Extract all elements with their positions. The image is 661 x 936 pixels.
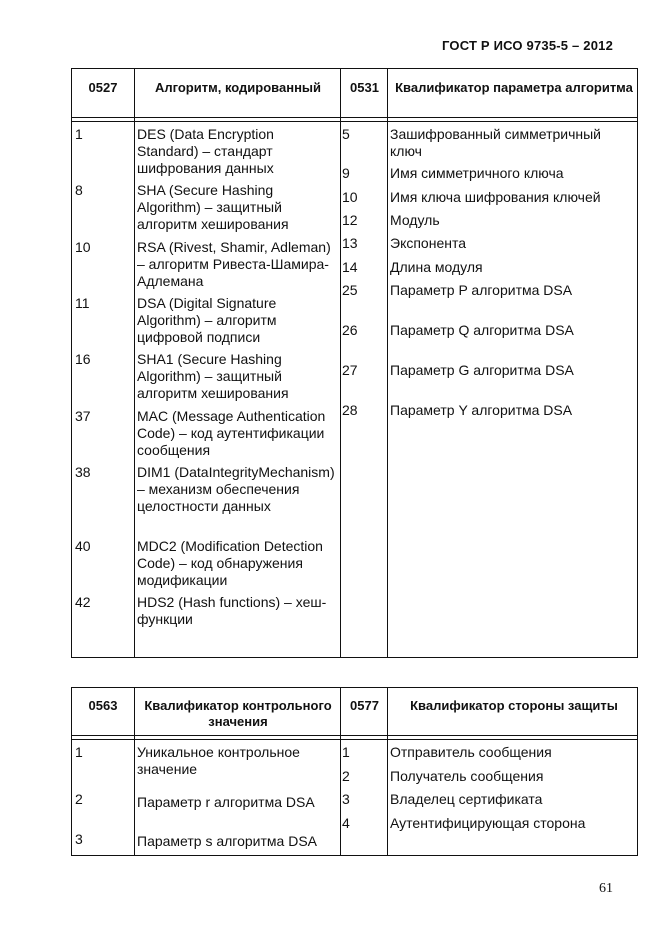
control-value-code: 3 — [75, 831, 83, 847]
parameter-code: 14 — [342, 259, 358, 275]
parameter-code: 28 — [342, 402, 358, 418]
parameter-code: 25 — [342, 282, 358, 298]
algorithm-code: 16 — [75, 351, 91, 367]
algorithm-code: 37 — [75, 408, 91, 424]
security-party-code: 4 — [342, 815, 350, 831]
col-header-0577: 0577 — [350, 698, 379, 713]
page-number: 61 — [599, 881, 613, 896]
security-party-code: 3 — [342, 791, 350, 807]
security-party-name: Отправитель сообщения — [390, 744, 552, 760]
parameter-code: 26 — [342, 322, 358, 338]
col-header-control-value: Квалификатор контрольного значения — [144, 698, 332, 729]
security-party-name: Владелец сертификата — [390, 791, 543, 807]
algorithm-name: DES (Data Encryption Standard) – стандарт шифрования данных — [137, 126, 274, 176]
security-party-code: 1 — [342, 744, 350, 760]
parameter-code: 5 — [342, 126, 350, 142]
control-value-table — [71, 687, 638, 856]
parameter-code: 13 — [342, 235, 358, 251]
security-party-name: Аутентифицирующая сторона — [390, 815, 586, 831]
col-header-security-party: Квалификатор стороны защиты — [410, 698, 618, 713]
control-value-name: Уникальное контрольное значение — [137, 744, 300, 777]
algorithm-name: SHA1 (Secure Hashing Algorithm) – защитный алгоритм хеширования — [137, 351, 289, 401]
security-party-name: Получатель сообщения — [390, 768, 544, 784]
parameter-name: Параметр G алгоритма DSA — [390, 362, 574, 378]
parameter-name: Длина модуля — [390, 259, 483, 275]
col-header-parameter-qualifier: Квалификатор параметра алгоритма — [395, 80, 633, 95]
parameter-name: Экспонента — [390, 235, 467, 251]
algorithm-code: 11 — [75, 295, 90, 311]
algorithm-name: HDS2 (Hash functions) – хеш-функции — [137, 594, 327, 627]
algorithm-name: MAC (Message Authentication Code) – код аутентификации сообщения — [137, 408, 326, 458]
col-header-0527: 0527 — [88, 80, 118, 95]
parameter-name: Имя симметричного ключа — [390, 165, 564, 181]
algorithm-code: 10 — [75, 239, 91, 255]
parameter-code: 27 — [342, 362, 358, 378]
algorithm-code: 1 — [75, 126, 83, 142]
document-standard-header: ГОСТ Р ИСО 9735-5 – 2012 — [442, 38, 613, 53]
control-value-name: Параметр r алгоритма DSA — [137, 794, 315, 810]
algorithm-name: SHA (Secure Hashing Algorithm) – защитный алгоритм хеширования — [137, 182, 289, 232]
parameter-name: Имя ключа шифрования ключей — [390, 189, 601, 205]
algorithm-code-table — [71, 68, 638, 658]
col-header-0531: 0531 — [350, 80, 379, 95]
algorithm-name: DIM1 (DataIntegrityMechanism) – механизм обеспечения целостности данных — [137, 464, 335, 514]
control-value-code: 1 — [75, 744, 83, 760]
security-party-code: 2 — [342, 768, 350, 784]
parameter-code: 12 — [342, 212, 358, 228]
algorithm-code: 42 — [75, 594, 91, 610]
algorithm-code: 8 — [75, 182, 83, 198]
parameter-name: Параметр P алгоритма DSA — [390, 282, 573, 298]
parameter-name: Зашифрованный симметричный ключ — [390, 126, 602, 159]
control-value-code: 2 — [75, 791, 83, 807]
parameter-name: Параметр Q алгоритма DSA — [390, 322, 574, 338]
parameter-name: Параметр Y алгоритма DSA — [390, 402, 573, 418]
parameter-code: 10 — [342, 189, 358, 205]
col-header-algorithm: Алгоритм, кодированный — [154, 80, 322, 95]
parameter-name: Модуль — [390, 212, 440, 228]
algorithm-name: MDC2 (Modification Detection Code) – код обнаружения модификации — [137, 538, 323, 588]
algorithm-name: DSA (Digital Signature Algorithm) – алгоритм цифровой подписи — [137, 295, 277, 345]
parameter-code: 9 — [342, 165, 350, 181]
control-value-name: Параметр s алгоритма DSA — [137, 833, 317, 849]
algorithm-name: RSA (Rivest, Shamir, Adleman) – алгоритм Ривеста-Шамира-Адлемана — [137, 239, 331, 289]
col-header-0563: 0563 — [88, 698, 118, 713]
algorithm-code: 38 — [75, 464, 91, 480]
algorithm-code: 40 — [75, 538, 91, 554]
